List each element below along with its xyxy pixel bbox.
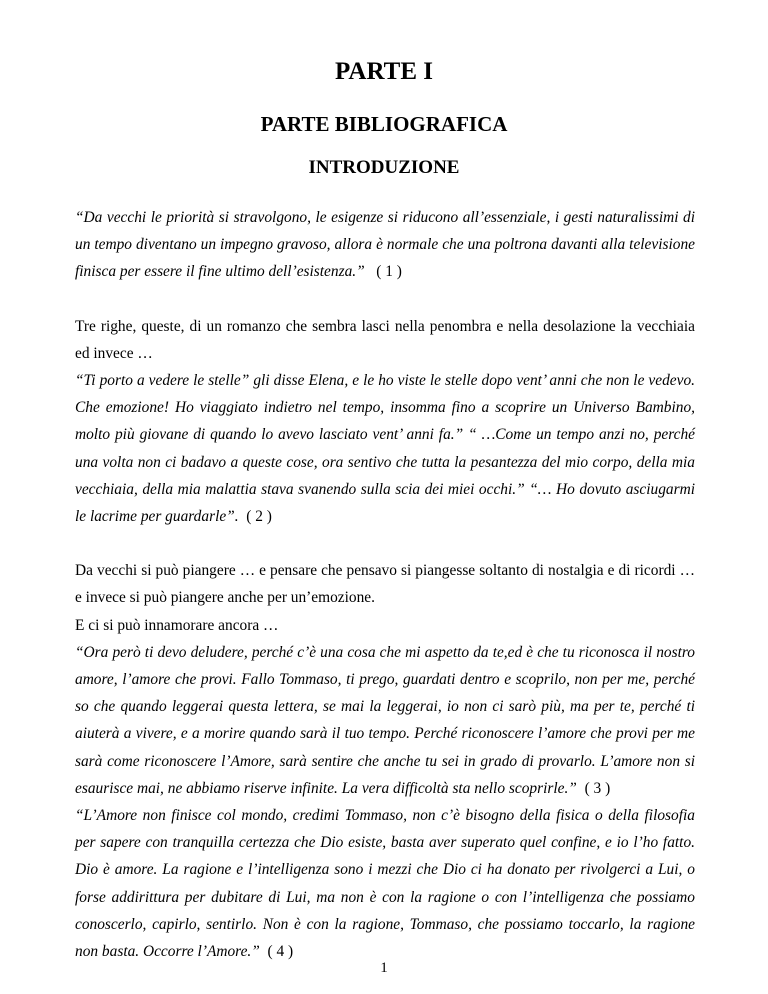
- paragraph-intro: Tre righe, queste, di un romanzo che sembra lasci nella penombra e nella desolazione la vecchiaia ed invece …: [75, 317, 695, 362]
- quote-3-text: “Ora però ti devo deludere, perché c’è una cosa che mi aspetto da te,ed è che tu riconosca il nostro amore, l’amore che provi. Fallo Tommaso, ti prego, guardati dentro e scoprilo, non per me, perché so che quando leggerai questa lettera, se mai la leggerai, io non ci sarò più, ma per te, perché ti aiuterà a vivere, e a morire quando sarà il tuo tempo. Perché riconoscere l’amore che provi per me sarà come riconoscere l’Amore, sarà sentire che anche tu sei in grado di provarlo. L’amore non si esaurisce mai, ne abbiamo riserve infinite. La vera difficoltà sta nello scoprirle.”: [75, 643, 695, 797]
- quote-4: [75, 802, 695, 965]
- quote-1-text: “Da vecchi le priorità si stravolgono, le esigenze si riducono all’essenziale, i gesti naturalissimi di un tempo diventano un impegno gravoso, allora è normale che una poltrona davanti alla televisione finisca per essere il fine ultimo dell’esistenza.”: [75, 209, 695, 281]
- quote-1: [75, 204, 695, 286]
- section-heading: PARTE BIBLIOGRAFICA: [260, 112, 508, 136]
- quote-4-reference: ( 4 ): [267, 943, 294, 961]
- part-heading: PARTE I: [335, 58, 433, 85]
- quote-2: [75, 367, 695, 530]
- quote-2-text: “Ti porto a vedere le stelle” gli disse Elena, e le ho viste le stelle dopo vent’ anni che non le vedevo. Che emozione! Ho viaggiato indietro nel tempo, insomma fino a scoprire un Universo Bambino, molto più giovane di quando lo avevo lasciato vent’ anni fa.” “ …Come un tempo anzi no, perché una volta non ci badavo a queste cose, ora sentivo che tutta la pesantezza del mio corpo, della mia vecchiaia, della mia malattia stava svanendo sulla scia dei miei occhi.” “… Ho dovuto asciugarmi le lacrime per guardarle”.: [75, 372, 695, 526]
- paragraph-spacer: [75, 286, 695, 313]
- quote-1-reference: ( 1 ): [376, 263, 402, 281]
- paragraph-spacer: [75, 530, 695, 557]
- body-text: [75, 204, 695, 965]
- quote-4-text: “L’Amore non finisce col mondo, credimi Tommaso, non c’è bisogno della fisica o della filosofia per sapere con tranquilla certezza che Dio esiste, basta aver superato quel confine, e io l’ho fatto. Dio è amore. La ragione e l’intelligenza sono i mezzi che Dio ci ha donato per rivolgerci a Lui, o forse addirittura per dubitare di Lui, ma non è con la ragione o con l’intelligenza che possiamo conoscerlo, capirlo, sentirlo. Non è con la ragione, Tommaso, che possiamo toccarlo, la ragione non basta. Occorre l’Amore.”: [75, 807, 695, 961]
- chapter-heading: INTRODUZIONE: [308, 157, 460, 178]
- paragraph-crying: Da vecchi si può piangere … e pensare che pensavo si piangesse soltanto di nostalgia e di ricordi … e invece si può piangere anche per un’emozione.: [75, 562, 695, 607]
- paragraph-love: E ci si può innamorare ancora …: [75, 616, 279, 634]
- quote-3-reference: ( 3 ): [584, 779, 611, 797]
- quote-3: [75, 639, 695, 802]
- quote-2-reference: ( 2 ): [246, 508, 272, 526]
- page-number: 1: [380, 960, 388, 976]
